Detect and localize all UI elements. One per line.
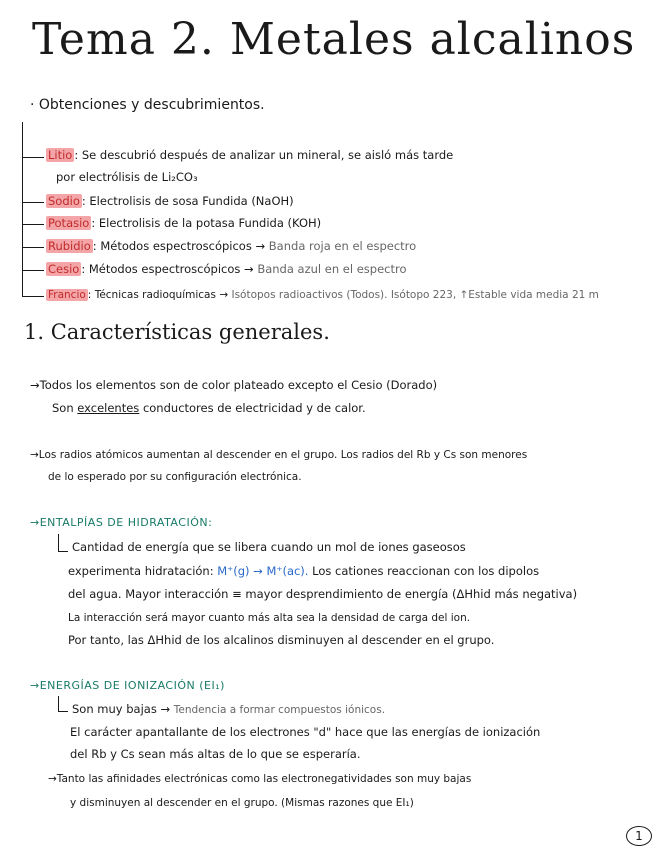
list-item: Sodio : Electrolisis de sosa Fundida (NaOH) <box>48 194 294 208</box>
paragraph-line: y disminuyen al descender en el grupo. (Mismas razones que EI₁) <box>70 797 414 809</box>
section-heading-caracteristicas: 1. Características generales. <box>24 320 330 344</box>
bracket-tick <box>58 551 68 552</box>
paragraph-line <box>68 564 539 578</box>
arrow-icon: → <box>255 239 266 253</box>
item-note: Banda roja en el espectro <box>268 239 417 253</box>
section-heading-obtenciones: · Obtenciones y descubrimientos. <box>30 97 265 113</box>
bracket-tick <box>22 270 44 271</box>
text-span: conductores de electricidad y de calor. <box>142 401 366 415</box>
equation: M⁺(g) → M⁺(ac). <box>217 564 309 578</box>
underlined-text: excelentes <box>77 401 140 415</box>
subsection-heading-energias: →ENERGÍAS DE IONIZACIÓN (EI₁) <box>30 679 225 692</box>
page-title: Tema 2. Metales alcalinos <box>32 14 636 65</box>
paragraph-line: El carácter apantallante de los electrones "d" hace que las energías de ionización <box>70 725 541 739</box>
item-text: Se descubrió después de analizar un mineral, se aisló más tarde <box>81 148 454 162</box>
element-name: Francio <box>48 289 86 301</box>
paragraph-line <box>52 401 366 415</box>
bracket-tick <box>22 247 44 248</box>
arrow-icon: → <box>219 289 229 301</box>
paragraph-line: →Todos los elementos son de color plateado excepto el Cesio (Dorado) <box>30 378 438 392</box>
item-text-continued: por electrólisis de Li₂CO₃ <box>56 170 198 184</box>
item-note: Banda azul en el espectro <box>257 262 407 276</box>
list-item: Rubidio : Métodos espectroscópicos → Banda roja en el espectro <box>48 239 417 253</box>
paragraph-line: Por tanto, las ΔHhid de los alcalinos disminuyen al descender en el grupo. <box>68 633 495 647</box>
paragraph-line: del agua. Mayor interacción ≡ mayor desprendimiento de energía (ΔHhid más negativa) <box>68 587 578 601</box>
element-name: Potasio <box>48 216 90 230</box>
page-number: 1 <box>626 826 652 846</box>
arrow-icon: → <box>244 262 254 276</box>
paragraph-line: La interacción será mayor cuanto más alta sea la densidad de carga del ion. <box>68 612 471 624</box>
element-name: Rubidio <box>48 239 91 253</box>
element-name: Litio <box>48 148 73 162</box>
bracket-tick <box>22 157 44 158</box>
bracket-tick <box>22 202 44 203</box>
paragraph-line <box>72 702 385 717</box>
bracket-tick <box>22 296 44 297</box>
paragraph-line: Cantidad de energía que se libera cuando un mol de iones gaseosos <box>72 540 466 554</box>
list-item: Potasio : Electrolisis de la potasa Fundida (KOH) <box>48 216 322 230</box>
paragraph-line: del Rb y Cs sean más altas de lo que se esperaría. <box>70 747 361 761</box>
bracket-line <box>58 534 59 551</box>
item-text: Métodos espectroscópicos <box>88 262 241 276</box>
item-text: Electrolisis de sosa Fundida (NaOH) <box>89 194 294 208</box>
text-span: Son <box>52 401 74 415</box>
bracket-line <box>58 696 59 711</box>
bracket-tick <box>22 224 44 225</box>
item-text: Electrolisis de la potasa Fundida (KOH) <box>98 216 322 230</box>
bracket-tick <box>58 711 68 712</box>
text-span: experimenta hidratación: <box>68 564 214 578</box>
text-span: Los cationes reaccionan con los dipolos <box>312 564 540 578</box>
item-text: Métodos espectroscópicos <box>100 239 252 253</box>
arrow-icon: → <box>160 702 171 716</box>
paragraph-line: →Tanto las afinidades electrónicas como las electronegatividades son muy bajas <box>48 773 472 785</box>
element-name: Sodio <box>48 194 80 208</box>
item-text: Técnicas radioquímicas <box>94 289 216 301</box>
list-item: Francio : Técnicas radioquímicas → Isótopos radioactivos (Todos). Isótopo 223, ↑Estable vida media 21 m <box>48 289 599 301</box>
subsection-heading-entalpias: →ENTALPÍAS DE HIDRATACIÓN: <box>30 516 213 529</box>
text-span: Son muy bajas <box>72 702 157 716</box>
list-item: Cesio : Métodos espectroscópicos → Banda azul en el espectro <box>48 262 407 276</box>
paragraph-line: de lo esperado por su configuración electrónica. <box>48 471 302 483</box>
paragraph-line: →Los radios atómicos aumentan al descender en el grupo. Los radios del Rb y Cs son menores <box>30 449 528 461</box>
note-text: Tendencia a formar compuestos iónicos. <box>173 704 386 716</box>
item-note: Isótopos radioactivos (Todos). Isótopo 223, ↑Estable vida media 21 m <box>231 289 599 301</box>
list-item: Litio : Se descubrió después de analizar un mineral, se aisló más tarde <box>48 148 454 162</box>
element-name: Cesio <box>48 262 80 276</box>
